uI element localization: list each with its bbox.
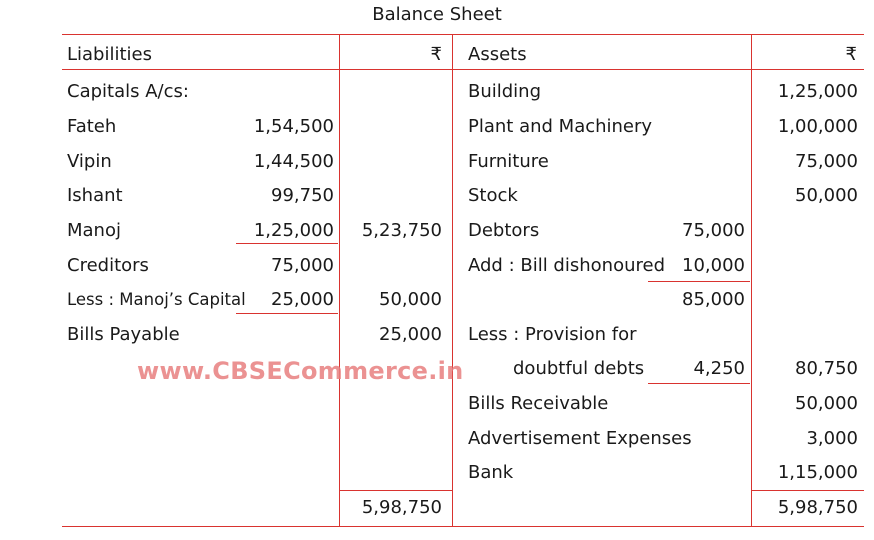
partner-capital-amount: 1,54,500 [253,116,334,137]
totals-top-rule-left [340,490,452,491]
plant-machinery-label: Plant and Machinery [468,116,653,137]
bank-label: Bank [468,462,514,483]
partner-name: Manoj [67,220,121,241]
plant-machinery-amount: 1,00,000 [777,116,858,137]
assets-total: 5,98,750 [777,497,858,518]
partner-name: Vipin [67,151,112,172]
table-bottom-rule [62,526,864,527]
partner-name: Ishant [67,185,123,206]
partner-capital-amount: 1,25,000 [253,220,334,241]
debtors-net-amount: 80,750 [795,358,858,379]
debtors-label: Debtors [468,220,540,241]
furniture-amount: 75,000 [795,151,858,172]
creditors-amount: 75,000 [271,255,334,276]
stock-label: Stock [468,185,518,206]
provision-amount: 4,250 [693,358,745,379]
stock-amount: 50,000 [795,185,858,206]
partner-capital-amount: 99,750 [271,185,334,206]
less-manoj-underline [236,313,338,314]
center-divider [452,34,453,526]
table-top-rule [62,34,864,35]
add-bill-dishonoured-amount: 10,000 [682,255,745,276]
add-bill-dishonoured-label: Add : Bill dishonoured [468,255,665,276]
totals-top-rule-right [751,490,864,491]
header-bottom-rule [62,69,864,70]
doubtful-debts-label: doubtful debts [513,358,645,379]
debtors-subtotal: 85,000 [682,289,745,310]
furniture-label: Furniture [468,151,549,172]
bills-receivable-amount: 50,000 [795,393,858,414]
bills-payable-amount: 25,000 [379,324,442,345]
creditors-net-amount: 50,000 [379,289,442,310]
building-label: Building [468,81,542,102]
less-manoj-capital-label: Less : Manoj’s Capital [67,290,246,309]
bank-amount: 1,15,000 [777,462,858,483]
capitals-label: Capitals A/cs: [67,81,189,102]
provision-underline [648,383,750,384]
advertisement-expenses-amount: 3,000 [806,428,858,449]
watermark: www.CBSECommerce.in [137,357,464,385]
assets-header: Assets [468,44,527,65]
bills-payable-label: Bills Payable [67,324,180,345]
less-manoj-capital-amount: 25,000 [271,289,334,310]
liabilities-amount-col-left [339,34,340,526]
add-bill-underline [648,281,750,282]
manoj-underline [236,243,338,244]
advertisement-expenses-label: Advertisement Expenses [468,428,692,449]
creditors-label: Creditors [67,255,149,276]
less-provision-label: Less : Provision for [468,324,637,345]
page-title: Balance Sheet [372,4,502,25]
debtors-amount: 75,000 [682,220,745,241]
assets-amount-col-left [751,34,752,526]
partner-capital-amount: 1,44,500 [253,151,334,172]
partner-name: Fateh [67,116,117,137]
bills-receivable-label: Bills Receivable [468,393,609,414]
liabilities-header: Liabilities [67,44,152,65]
liabilities-rupee-symbol: ₹ [430,44,442,65]
liabilities-total: 5,98,750 [361,497,442,518]
building-amount: 1,25,000 [777,81,858,102]
assets-rupee-symbol: ₹ [845,44,857,65]
capitals-total: 5,23,750 [361,220,442,241]
